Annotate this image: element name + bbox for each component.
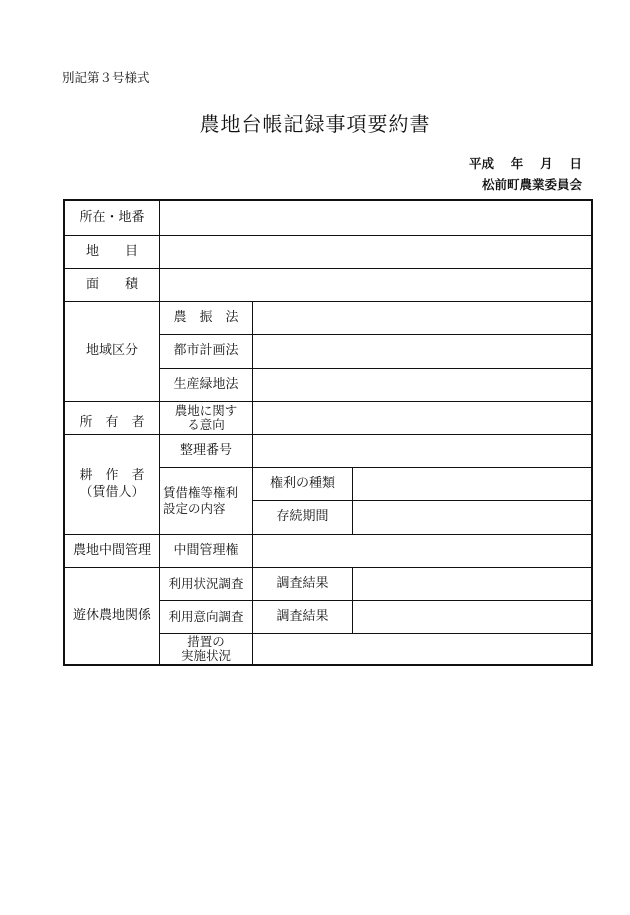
intermediary-right-value[interactable] [252,534,591,567]
document-title: 農地台帳記録事項要約書 [199,112,431,136]
intermediary-right-label: 中間管理権 [159,534,252,567]
duration-label: 存続期間 [252,500,352,534]
duration-value[interactable] [352,500,591,534]
form-number: 別記第３号様式 [62,70,150,85]
area-label: 面 積 [65,268,159,301]
measures-status-value[interactable] [252,633,591,664]
owner-intent-value[interactable] [252,401,591,434]
land-category-value[interactable] [159,235,591,268]
issuer-name: 松前町農業委員会 [481,177,582,192]
owner-intent-label: 農地に関す る意向 [159,401,252,434]
land-category-label: 地 目 [65,235,159,268]
zoning-city-planning-value[interactable] [252,334,591,368]
location-label: 所在・地番 [79,209,145,225]
zoning-agri-promotion-value[interactable] [252,301,591,334]
usage-survey-result-value[interactable] [352,567,591,600]
owner-label: 所 有 者 [65,401,159,434]
location-value[interactable] [159,201,591,235]
intent-survey-result-label: 調査結果 [252,600,352,633]
reference-number-value[interactable] [252,434,591,467]
intent-survey-result-value[interactable] [352,600,591,633]
zoning-label: 地域区分 [65,301,159,401]
zoning-productive-green-value[interactable] [252,368,591,401]
intermediary-label: 農地中間管理 [65,534,159,567]
usage-survey-result-label: 調査結果 [252,567,352,600]
lease-setting-label: 賃借権等権利 設定の内容 [159,467,252,534]
right-type-label: 権利の種類 [252,467,352,500]
usage-survey-label: 利用状況調査 [159,567,252,600]
intent-survey-label: 利用意向調査 [159,600,252,633]
cultivator-label: 耕 作 者 （賃借人） [65,434,159,534]
measures-status-label: 措置の 実施状況 [159,633,252,664]
zoning-productive-green-label: 生産緑地法 [159,368,252,401]
area-value[interactable] [159,268,591,301]
zoning-city-planning-label: 都市計画法 [159,334,252,368]
reference-number-label: 整理番号 [159,434,252,467]
right-type-value[interactable] [352,467,591,500]
idle-land-label: 遊休農地関係 [65,567,159,664]
date-line: 平成 年 月 日 [468,156,582,171]
summary-table [63,199,593,666]
zoning-agri-promotion-label: 農 振 法 [159,301,252,334]
